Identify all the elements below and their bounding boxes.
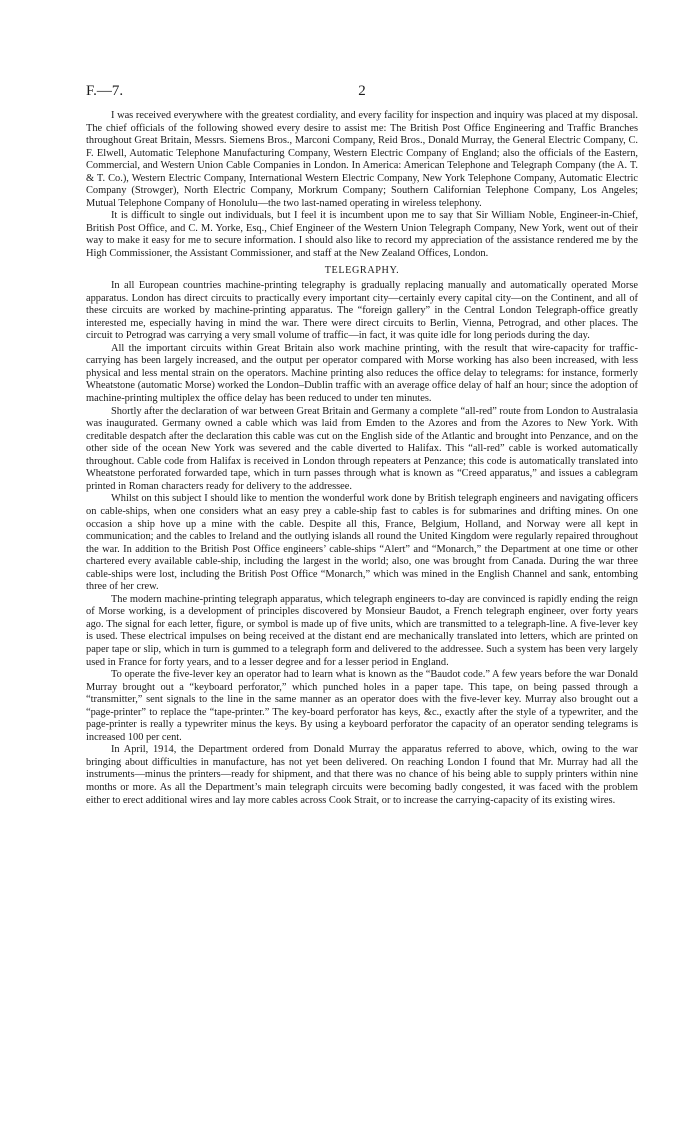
paragraph: Whilst on this subject I should like to mention the wonderful work done by British telegraph engineers and navigating officers on cable-ships, when one considers what an easy prey a cable-ship fast to cables is for submarines and drifting mines. On one occasion a ship hove up a mine with the cable. Despite all this, France, Belgium, Holland, and Norway were all kept in communication; and the cables to Ireland and the outlying islands all round the United Kingdom were regularly repaired throughout the war. In addition to the British Post Office engineers’ cable-ships “Alert” and “Monarch,” the Department at one time or other chartered every available cable-ship, including the largest in the world; also, one was brought from Canada. During the war three cable-ships were lost, including the British Post Office “Monarch,” which was mined in the English Channel and sank, entombing three of her crew.	[86, 493, 638, 593]
section-heading: TELEGRAPHY.	[324, 264, 400, 276]
paragraph: All the important circuits within Great Britain also work machine printing, with the result that wire-capacity for traffic-carrying has been largely increased, and the output per operator compared with Morse working has also been increased, with less physical and less mental strain on the operators. Machine printing also reduces the office delay to telegrams: for instance, formerly Wheatstone (automatic Morse) worked the London–Dublin traffic with an average office delay of half an hour; since the adoption of machine-printing multiplex the office delay has been reduced to under ten minutes.	[86, 342, 638, 405]
paragraph: To operate the five-lever key an operator had to learn what is known as the “Baudot code.” A few years before the war Donald Murray brought out a “keyboard perforator,” which punched holes in a paper tape. This tape, on being passed through a “transmitter,” sent signals to the line in the same manner as an operator does with the five-lever key. Murray also brought out a “page-printer” to replace the “tape-printer.” The key-board perforator has keys, &c., exactly after the style of a typewriter, and the page-printer is really a typewriter minus the keys. By using a keyboard perforator the capacity of an operator sending telegrams is increased 100 per cent.	[86, 669, 638, 743]
page-header	[86, 83, 638, 101]
paragraph: It is difficult to single out individuals, but I feel it is incumbent upon me to say that Sir William Noble, Engineer-in-Chief, British Post Office, and C. M. Yorke, Esq., Chief Engineer of the Western Union Telegraph Company, New York, went out of their way to make it easy for me to secure information. I should also like to record my appreciation of the assistance rendered me by the High Commissioner, the Assistant Commissioner, and staff at the New Zealand Offices, London.	[86, 210, 638, 260]
paragraph: Shortly after the declaration of war between Great Britain and Germany a complete “all-red” route from London to Australasia was inaugurated. Germany owned a cable which was laid from Emden to the Azores and from the Azores to New York. With creditable despatch after the declaration this cable was cut on the English side of the Atlantic and brought into Penzance, and on the other side of the ocean New York was severed and the cable diverted to Halifax. This “all-red” cable is worked automatically throughout. Cable code from Halifax is received in London through repeaters at Penzance; this code is automatically translated into Wheatstone perforated forwarded tape, which in turn passes through what is known as “Creed apparatus,” and issues a cablegram printed in Roman characters ready for delivery to the addressee.	[86, 405, 638, 492]
document-reference: F.—7.	[86, 83, 124, 99]
paragraph: In all European countries machine-printing telegraphy is gradually replacing manually and automatically operated Morse apparatus. London has direct circuits to practically every important city—certainly every capital city—on the Continent, and all of these circuits are worked by machine-printing apparatus. The “foreign gallery” in the Central London Telegraph-office greatly interested me, especially having in mind the war. There were direct circuits to Berlin, Vienna, Petrograd, and other places. The circuit to Petrograd was carrying a very small volume of traffic—in fact, it was quite idle for long periods during the day.	[86, 280, 638, 342]
paragraph: I was received everywhere with the greatest cordiality, and every facility for inspection and inquiry was placed at my disposal. The chief officials of the following showed every desire to assist me: The British Post Office Engineering and Traffic Branches throughout Great Britain, Messrs. Siemens Bros., Marconi Company, Reid Bros., Donald Murray, the General Electric Company, C. F. Elwell, Automatic Telephone Manufacturing Company, Western Electric Company of England; also the officials of the Eastern, Commercial, and Western Union Cable Companies in London. In America: American Telephone and Telegraph Company (the A. T. & T. Co.), Western Electric Company, International Western Electric Company, New York Telephone Company, Automatic Electric Company (Strowger), North Electric Company, Morkrum Company; Southern Californian Telephone Company, Los Angeles; Mutual Telephone Company of Honolulu—the two last-named operating in wireless telephony.	[86, 110, 638, 209]
page-number: 2	[358, 83, 366, 99]
document-body	[86, 110, 638, 807]
paragraph: In April, 1914, the Department ordered from Donald Murray the apparatus referred to above, which, owing to the war bringing about difficulties in manufacture, has not yet been delivered. On reaching London I found that Mr. Murray had all the instruments—minus the printers—ready for shipment, and that there was no chance of his being able to supply printers within nine months or more. As all the Department’s main telegraph circuits were becoming badly congested, it was faced with the problem either to erect additional wires and lay more cables across Cook Strait, or to increase the carrying-capacity of its existing wires.	[86, 744, 638, 806]
paragraph: The modern machine-printing telegraph apparatus, which telegraph engineers to-day are convinced is rapidly ending the reign of Morse working, is a development of principles discovered by Monsieur Baudot, a French telegraph engineer, over forty years ago. The signal for each letter, figure, or symbol is made up of five units, which are transmitted to a telegraph-line. A five-lever key is used. These electrical impulses on being received at the distant end are mechanically translated into letters, which are printed on paper tape or slip, which in turn is gummed to a telegraph form and delivered to the addressee. Such a system has been very largely used in France for forty years, and to a lesser degree and for a lesser period in England.	[86, 593, 638, 668]
